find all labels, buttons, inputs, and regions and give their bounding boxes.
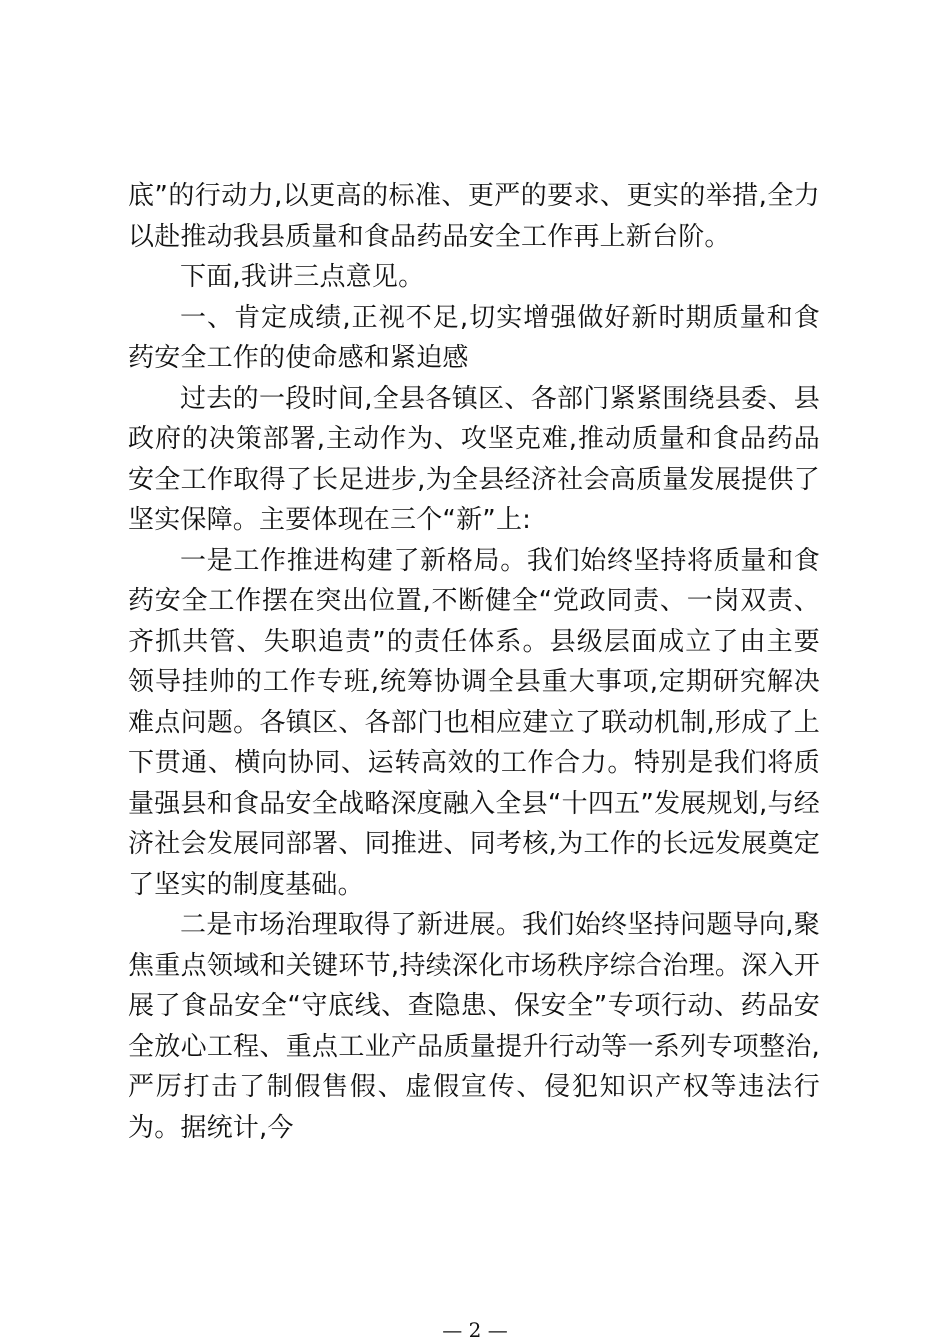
paragraph-point-two: 二是市场治理取得了新进展。我们始终坚持问题导向,聚焦重点领域和关键环节,持续深化市场秩序综合治理。深入开展了食品安全“守底线、查隐患、保安全”专项行动、药品安全放心工程、重点工业产品质量提升行动等一系列专项整治,严厉打击了制假售假、虚假宣传、侵犯知识产权等违法行为。据统计,今 [128, 910, 820, 1143]
paragraph-continuation: 底”的行动力,以更高的标准、更严的要求、更实的举措,全力以赴推动我县质量和食品药品安全工作再上新台阶。 [128, 181, 820, 252]
document-body [128, 176, 820, 1148]
page-number: — 2 — [442, 1318, 508, 1342]
paragraph-intro: 下面,我讲三点意见。 [180, 262, 425, 292]
section-heading-one: 一、肯定成绩,正视不足,切实增强做好新时期质量和食药安全工作的使命感和紧迫感 [128, 302, 820, 373]
paragraph-point-one: 一是工作推进构建了新格局。我们始终坚持将质量和食药安全工作摆在突出位置,不断健全“党政同责、一岗双责、齐抓共管、失职追责”的责任体系。县级层面成立了由主要领导挂帅的工作专班,统筹协调全县重大事项,定期研究解决难点问题。各镇区、各部门也相应建立了联动机制,形成了上下贯通、横向协同、运转高效的工作合力。特别是我们将质量强县和食品安全战略深度融入全县“十四五”发展规划,与经济社会发展同部署、同推进、同考核,为工作的长远发展奠定了坚实的制度基础。 [128, 545, 820, 900]
paragraph-overview: 过去的一段时间,全县各镇区、各部门紧紧围绕县委、县政府的决策部署,主动作为、攻坚克难,推动质量和食品药品安全工作取得了长足进步,为全县经济社会高质量发展提供了坚实保障。主要体现在三个“新”上: [128, 383, 820, 535]
